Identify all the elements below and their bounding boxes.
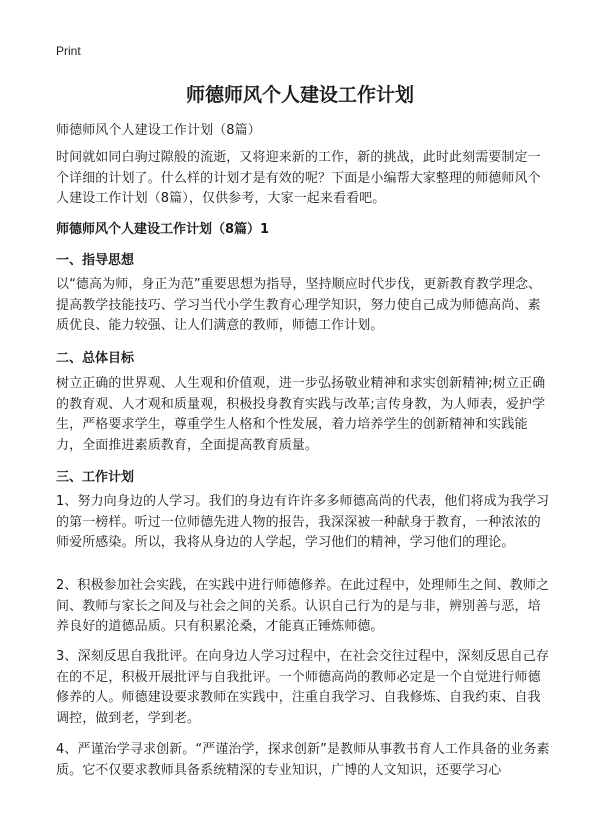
document-subtitle: 师德师风个人建设工作计划（8篇） xyxy=(56,123,261,138)
paragraph-overall-goal: 树立正确的世界观、人生观和价值观，进一步弘扬敬业精神和求实创新精神;树立正确的教育观、人才观和质量观，积极投身教育实践与改革;言传身教，为人师表，爱护学生，严格要求学生，尊重学生人格和个性发展，着力培养学生的创新精神和实践能力，全面推进素质教育，全面提高教育质量。 xyxy=(56,376,546,453)
section-title: 师德师风个人建设工作计划（8篇）1 xyxy=(56,222,270,237)
work-plan-item: 3、深刻反思自我批评。在向身边人学习过程中，在社会交往过程中，深刻反思自己存在的不足，积极开展批评与自我批评。一个师德高尚的教师必定是一个自觉进行师德修养的人。师德建设要求教师在实践中，注重自我学习、自我修炼、自我约束、自我调控，做到老，学到老。 xyxy=(56,649,550,726)
page-title: 师德师风个人建设工作计划 xyxy=(185,84,414,106)
heading-work-plan: 三、工作计划 xyxy=(56,470,135,485)
heading-guiding-ideology: 一、指导思想 xyxy=(56,253,135,268)
paragraph-guiding-ideology: 以“德高为师，身正为范”重要思想为指导，坚持顺应时代步伐，更新教育教学理念、提高教学技能技巧、学习当代小学生教育心理学知识，努力使自己成为师德高尚、素质优良、能力较强、让人们满意的教师，师德工作计划。 xyxy=(56,277,542,333)
work-plan-item: 2、积极参加社会实践，在实践中进行师德修养。在此过程中，处理师生之间、教师之间、教师与家长之间及与社会之间的关系。认识自己行为的是与非，辨别善与恶，培养良好的道德品质。只有积累沦桑，才能真正锤炼师德。 xyxy=(56,578,550,634)
heading-overall-goal: 二、总体目标 xyxy=(56,351,135,366)
work-plan-item: 4、严谨治学寻求创新。“严谨治学，探求创新”是教师从事教书育人工作具备的业务素质。它不仅要求教师具备系统精深的专业知识，广博的人文知识，还要学习心 xyxy=(56,742,550,778)
intro-paragraph: 时间就如同白驹过隙般的流逝，又将迎来新的工作，新的挑战，此时此刻需要制定一个详细的计划了。什么样的计划才是有效的呢？下面是小编帮大家整理的师德师风个人建设工作计划（8篇），仅供参考，大家一起来看看吧。 xyxy=(56,150,541,206)
print-link[interactable]: Print xyxy=(56,44,81,58)
work-plan-item: 1、努力向身边的人学习。我们的身边有许许多多师德高尚的代表，他们将成为我学习的第一榜样。听过一位师德先进人物的报告，我深深被一种献身于教育，一种浓浓的师爱所感染。所以，我将从身边的人学起，学习他们的精神，学习他们的理论。 xyxy=(56,494,550,550)
